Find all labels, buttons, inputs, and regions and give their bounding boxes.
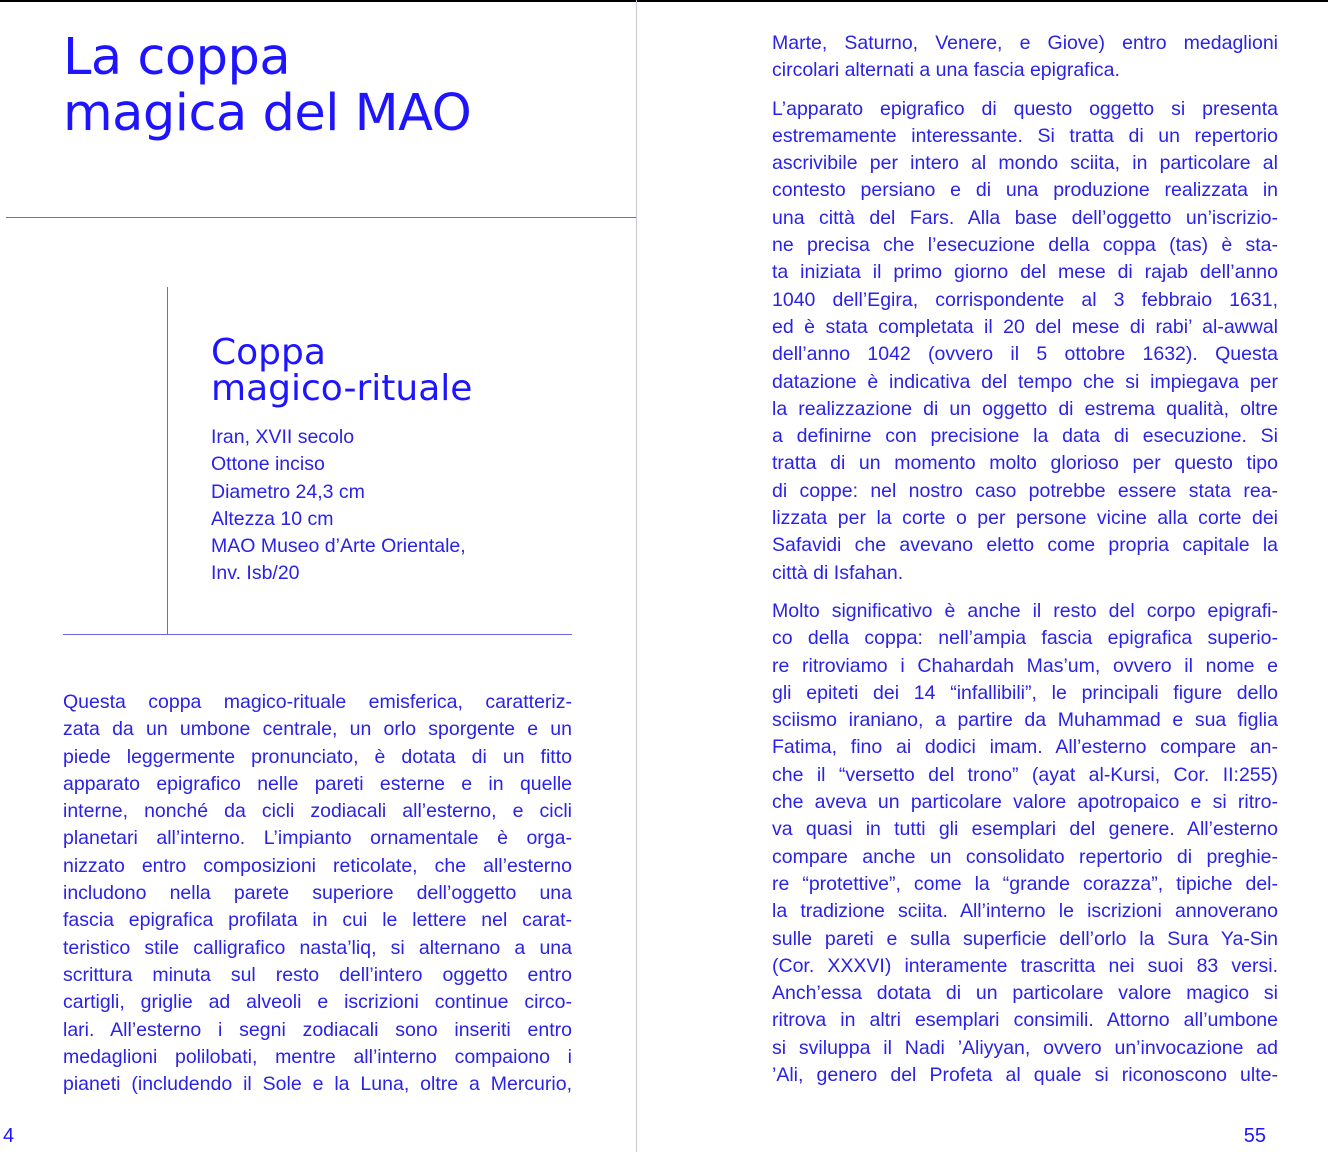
text-line: gli epiteti dei 14 “infallibili”, le principali figure dello <box>772 681 1278 704</box>
text-line: dell’anno 1042 (ovvero il 5 ottobre 1632). Questa <box>772 343 1278 366</box>
text-line: ed è stata completata il 20 del mese di rabi’ al-awwal <box>772 315 1278 338</box>
text-line: compare anche un consolidato repertorio di preghie- <box>772 845 1278 868</box>
paragraph <box>772 598 1278 1089</box>
chapter-title <box>63 30 471 142</box>
text-line: lizzata per la corte o per persone vicine alla corte dei <box>772 507 1278 530</box>
text-line: L’apparato epigrafico di questo oggetto si presenta <box>772 97 1278 120</box>
text-line: va quasi in tutti gli esemplari del genere. All’esterno <box>772 818 1278 841</box>
top-border <box>0 0 1328 2</box>
text-line: Questa coppa magico-rituale emisferica, caratteriz- <box>63 691 572 713</box>
text-line: ’Ali, genero del Profeta al quale si riconoscono ulte- <box>772 1063 1278 1086</box>
detail-origin: Iran, XVII secolo <box>211 426 355 448</box>
text-line: la tradizione sciita. All’interno le iscrizioni annoverano <box>772 900 1278 923</box>
paragraph <box>63 689 572 1098</box>
caption-vertical-rule <box>167 287 168 634</box>
right-body-text <box>772 30 1278 1100</box>
text-line: (Cor. XXXVI) interamente trascritta nei suoi 83 versi. <box>772 954 1278 977</box>
text-line: di coppe: nel nostro caso potrebbe essere stata rea- <box>772 479 1278 502</box>
text-line: sciismo iraniano, a partire da Muhammad e sua figlia <box>772 709 1278 732</box>
text-line: lari. All’esterno i segni zodiacali sono inseriti entro <box>63 1018 572 1041</box>
text-line: sulle pareti e sulla superficie dell’orlo la Sura Ya-Sin <box>772 927 1278 950</box>
caption-bottom-rule <box>63 634 572 635</box>
text-line: ascrivibile per intero al mondo sciita, in particolare al <box>772 152 1278 175</box>
text-line: piede leggermente pronunciato, è dotata di un fitto <box>63 745 572 768</box>
text-line: planetari all’interno. L’impianto ornamentale è orga- <box>63 827 572 850</box>
paragraph <box>772 96 1278 587</box>
text-line: teristico stile calligrafico nasta’liq, si alternano a una <box>63 936 572 959</box>
page-number-right: 55 <box>1243 1125 1266 1147</box>
text-line: includono nella parete superiore dell’oggetto una <box>63 882 572 905</box>
text-line: zata da un umbone centrale, un orlo sporgente e un <box>63 718 572 741</box>
text-line: contesto persiano e di una produzione realizzata in <box>772 179 1278 202</box>
detail-inventory: Inv. Isb/20 <box>211 562 300 585</box>
text-line: Molto significativo è anche il resto del corpo epigrafi- <box>772 599 1278 622</box>
text-line: pianeti (includendo il Sole e la Luna, oltre a Mercurio, <box>63 1073 572 1096</box>
text-line: ritrova in altri esemplari consimili. Attorno all’umbone <box>772 1009 1278 1032</box>
detail-material: Ottone inciso <box>211 453 325 476</box>
chapter-title-line: magica del MAO <box>63 84 472 143</box>
text-line: Marte, Saturno, Venere, e Giove) entro medaglioni <box>772 32 1278 54</box>
paragraph <box>772 30 1278 85</box>
object-details <box>211 424 466 588</box>
text-line: Anch’essa dotata di un particolare valore magico si <box>772 982 1278 1005</box>
text-line: tratta di un momento molto glorioso per questo tipo <box>772 452 1278 475</box>
text-line: cartigli, griglie ad alveoli e iscrizioni continue circo- <box>63 991 572 1014</box>
text-line: medaglioni polilobati, mentre all’interno compaiono i <box>63 1045 572 1068</box>
text-line: fascia epigrafica profilata in cui le lettere nel carat- <box>63 909 572 932</box>
text-line: la realizzazione di un oggetto di estrema qualità, oltre <box>772 397 1278 420</box>
text-line: apparato epigrafico nelle pareti esterne e in quelle <box>63 772 572 795</box>
text-line: città di Isfahan. <box>772 561 904 584</box>
text-line: interne, nonché da cicli zodiacali all’esterno, e cicli <box>63 800 572 823</box>
text-line: re “protettive”, come la “grande corazza”, tipiche del- <box>772 872 1278 895</box>
text-line: scrittura minuta sul resto dell’intero oggetto entro <box>63 963 572 986</box>
text-line: datazione è indicativa del tempo che si impiegava per <box>772 370 1278 393</box>
book-gutter <box>636 0 637 1152</box>
detail-museum: MAO Museo d’Arte Orientale, <box>211 535 466 558</box>
text-line: re ritroviamo i Chahardah Mas’um, ovvero il nome e <box>772 654 1278 677</box>
text-line: una città del Fars. Alla base dell’oggetto un’iscrizio- <box>772 206 1278 229</box>
title-divider <box>6 217 636 218</box>
text-line: circolari alternati a una fascia epigrafica. <box>772 59 1120 82</box>
text-line: estremamente interessante. Si tratta di un repertorio <box>772 124 1278 147</box>
object-title <box>211 332 473 409</box>
page-number-left: 4 <box>3 1125 15 1147</box>
text-line: Fatima, fino ai dodici imam. All’esterno compare an- <box>772 736 1278 759</box>
text-line: si sviluppa il Nadi ’Aliyyan, ovvero un’invocazione ad <box>772 1036 1278 1059</box>
chapter-title-line: La coppa <box>63 28 291 87</box>
text-line: che aveva un particolare valore apotropaico e si ritro- <box>772 791 1278 814</box>
detail-height: Altezza 10 cm <box>211 507 334 530</box>
text-line: a definirne con precisione la data di esecuzione. Si <box>772 425 1278 448</box>
detail-diameter: Diametro 24,3 cm <box>211 480 365 503</box>
text-line: Safavidi che avevano eletto come propria capitale la <box>772 534 1278 557</box>
object-title-line: magico-rituale <box>211 368 473 409</box>
text-line: nizzato entro composizioni reticolate, che all’esterno <box>63 854 572 877</box>
text-line: ta iniziata il primo giorno del mese di rajab dell’anno <box>772 261 1278 284</box>
left-body-text <box>63 689 572 1109</box>
text-line: co della coppa: nell’ampia fascia epigrafica superio- <box>772 627 1278 650</box>
text-line: 1040 dell’Egira, corrispondente al 3 febbraio 1631, <box>772 288 1278 311</box>
text-line: che il “versetto del trono” (ayat al-Kursi, Cor. II:255) <box>772 763 1278 786</box>
text-line: ne precisa che l’esecuzione della coppa (tas) è sta- <box>772 234 1278 257</box>
object-title-line: Coppa <box>211 332 326 373</box>
